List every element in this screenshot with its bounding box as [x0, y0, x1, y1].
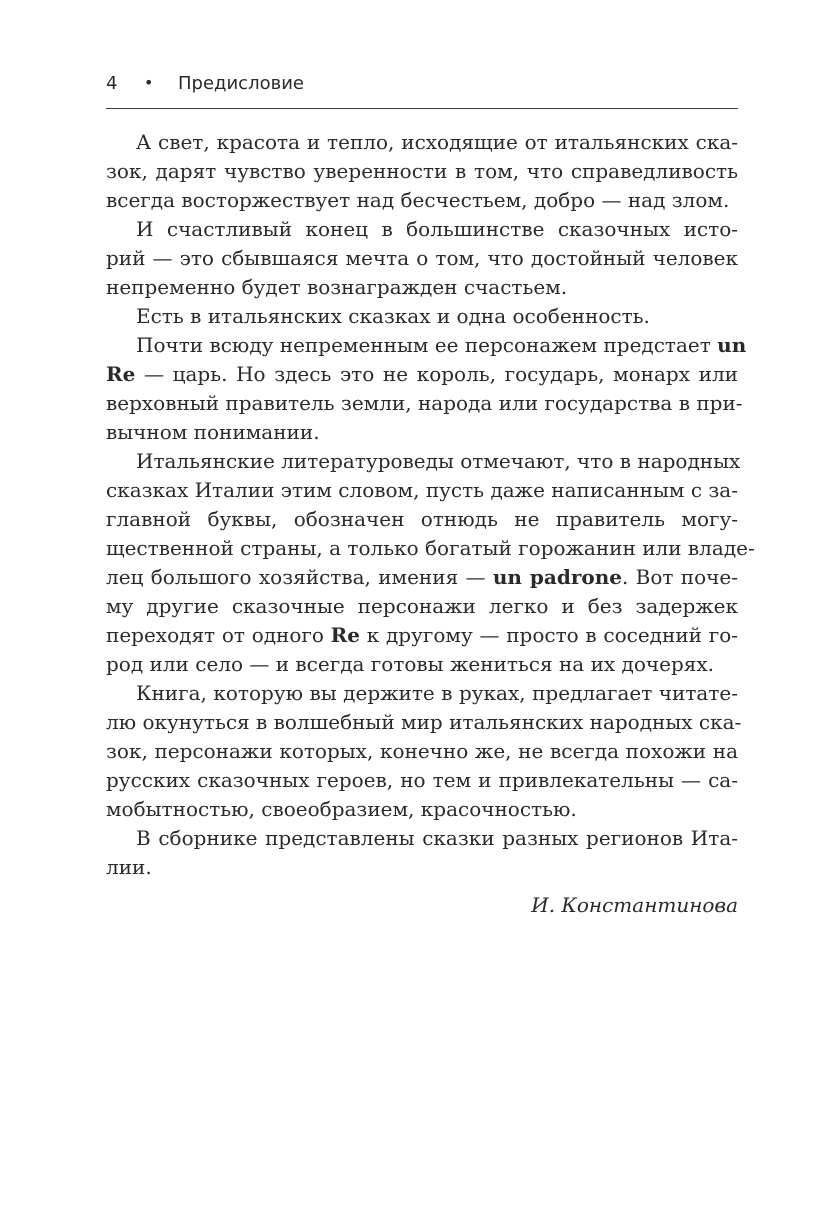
bold-term: Re — [330, 623, 361, 647]
text-line — [106, 331, 747, 360]
text-line — [106, 621, 738, 650]
running-header — [106, 70, 738, 109]
author-signature: И. Константинова — [531, 893, 738, 917]
text-line: Есть в итальянских сказках и одна особенность. — [136, 304, 650, 328]
text-line: род или село — и всегда готовы жениться на их дочерях. — [106, 652, 715, 676]
text-line: му другие сказочные персонажи легко и без задержек — [106, 594, 738, 618]
text-line: зок, дарят чувство уверенности в том, что справедливость — [106, 159, 738, 183]
text-line: лии. — [106, 855, 152, 879]
text-line: вычном понимании. — [106, 420, 320, 444]
section-title: Предисловие — [178, 73, 304, 94]
text-line: верховный правитель земли, народа или государства в при- — [106, 391, 743, 415]
text-run: переходят от одного — [106, 623, 331, 647]
text-line: мобытностью, своеобразием, красочностью. — [106, 797, 577, 821]
text-line — [106, 360, 738, 389]
text-line: всегда восторжествует над бесчестьем, добро — над злом. — [106, 188, 730, 212]
text-line: зок, персонажи которых, конечно же, не всегда похожи на — [106, 739, 738, 763]
bold-term: un — [717, 333, 747, 357]
text-run: Почти всюду непременным ее персонажем предстает — [136, 333, 718, 357]
text-line: Книга, которую вы держите в руках, предлагает читате- — [136, 681, 738, 705]
text-line: А свет, красота и тепло, исходящие от итальянских ска- — [136, 130, 738, 154]
text-run: лец большого хозяйства, имения — — [106, 565, 493, 589]
page-number: 4 — [106, 73, 118, 94]
text-line: Итальянские литературоведы отмечают, что в народных — [136, 449, 741, 473]
text-line: главной буквы, обозначен отнюдь не правитель могу- — [106, 507, 738, 531]
body-text — [106, 128, 755, 920]
text-line: щественной страны, а только богатый горожанин или владе- — [106, 536, 755, 560]
text-run: к другому — просто в соседний го- — [360, 623, 738, 647]
text-line — [106, 563, 738, 592]
text-run: . Вот поче- — [621, 565, 738, 589]
header-bullet: • — [144, 73, 154, 92]
text-line: лю окунуться в волшебный мир итальянских народных ска- — [106, 710, 742, 734]
bold-term: Re — [106, 362, 136, 386]
text-run: — царь. Но здесь это не король, государь, монарх или — [135, 362, 738, 386]
bold-term: un padrone — [492, 565, 622, 589]
text-line: В сборнике представлены сказки разных регионов Ита- — [136, 826, 738, 850]
text-line: непременно будет вознагражден счастьем. — [106, 275, 568, 299]
text-line: рий — это сбывшаяся мечта о том, что достойный человек — [106, 246, 738, 270]
text-line: И счастливый конец в большинстве сказочных исто- — [136, 217, 738, 241]
text-line: русских сказочных героев, но тем и привлекательны — са- — [106, 768, 738, 792]
text-line: сказках Италии этим словом, пусть даже написанным с за- — [106, 478, 738, 502]
